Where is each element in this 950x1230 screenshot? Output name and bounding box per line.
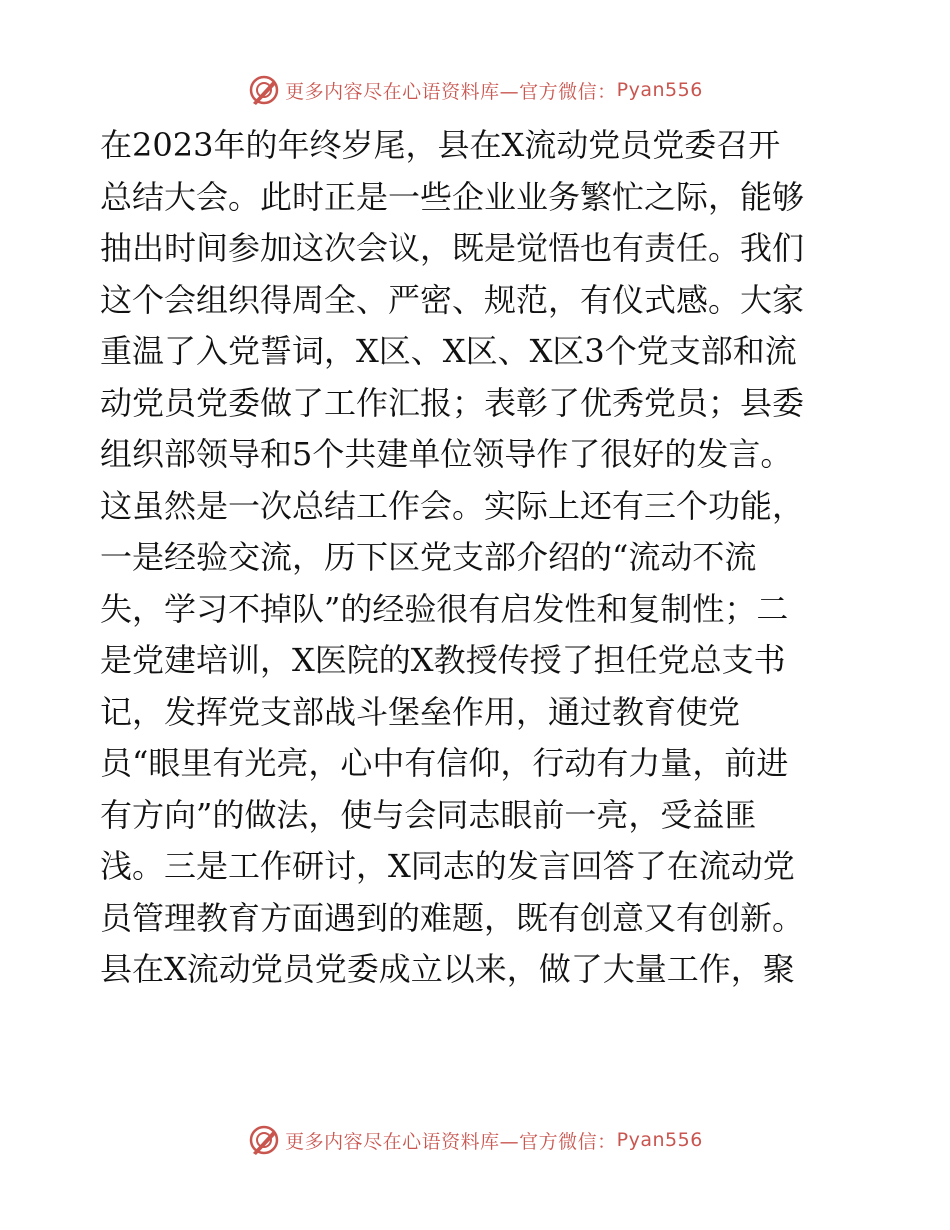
document-body	[100, 120, 860, 996]
text-line: 抽出时间参加这次会议，既是觉悟也有责任。我们	[100, 229, 805, 267]
pen-logo-icon	[247, 1123, 281, 1157]
text-line: 员管理教育方面遇到的难题，既有创意又有创新。	[100, 898, 805, 937]
footer-watermark	[0, 1122, 950, 1158]
watermark-wechat-id: Pyan556	[616, 1129, 703, 1151]
pen-logo-icon	[247, 73, 281, 107]
header-watermark	[0, 72, 950, 108]
watermark-wechat-id: Pyan556	[616, 79, 703, 101]
text-line: 组织部领导和5个共建单位领导作了很好的发言。	[100, 435, 793, 473]
text-line: 浅。三是工作研讨，X同志的发言回答了在流动党	[100, 847, 795, 885]
text-line: 失，学习不掉队”的经验很有启发性和复制性；二	[100, 589, 789, 628]
text-line: 动党员党委做了工作汇报；表彰了优秀党员；县委	[100, 383, 805, 422]
text-line: 有方向”的做法，使与会同志眼前一亮，受益匪	[100, 795, 757, 834]
text-line: 重温了入党誓词，X区、X区、X区3个党支部和流	[100, 332, 797, 370]
text-line: 县在X流动党员党委成立以来，做了大量工作，聚	[100, 950, 795, 988]
text-line: 一是经验交流，历下区党支部介绍的“流动不流	[100, 538, 757, 576]
text-line: 这个会组织得周全、严密、规范，有仪式感。大家	[100, 280, 805, 319]
text-line: 是党建培训，X医院的X教授传授了担任党总支书	[100, 641, 786, 679]
text-line: 员“眼里有光亮，心中有信仰，行动有力量，前进	[100, 744, 789, 782]
text-line: 这虽然是一次总结工作会。实际上还有三个功能，	[100, 486, 805, 525]
text-line: 记，发挥党支部战斗堡垒作用，通过教育使党	[100, 692, 741, 731]
text-line: 在2023年的年终岁尾，县在X流动党员党委召开	[100, 126, 781, 164]
text-line: 总结大会。此时正是一些企业业务繁忙之际，能够	[100, 177, 805, 216]
watermark-text: 更多内容尽在心语资料库—官方微信：	[285, 80, 617, 103]
watermark-text: 更多内容尽在心语资料库—官方微信：	[285, 1130, 617, 1153]
